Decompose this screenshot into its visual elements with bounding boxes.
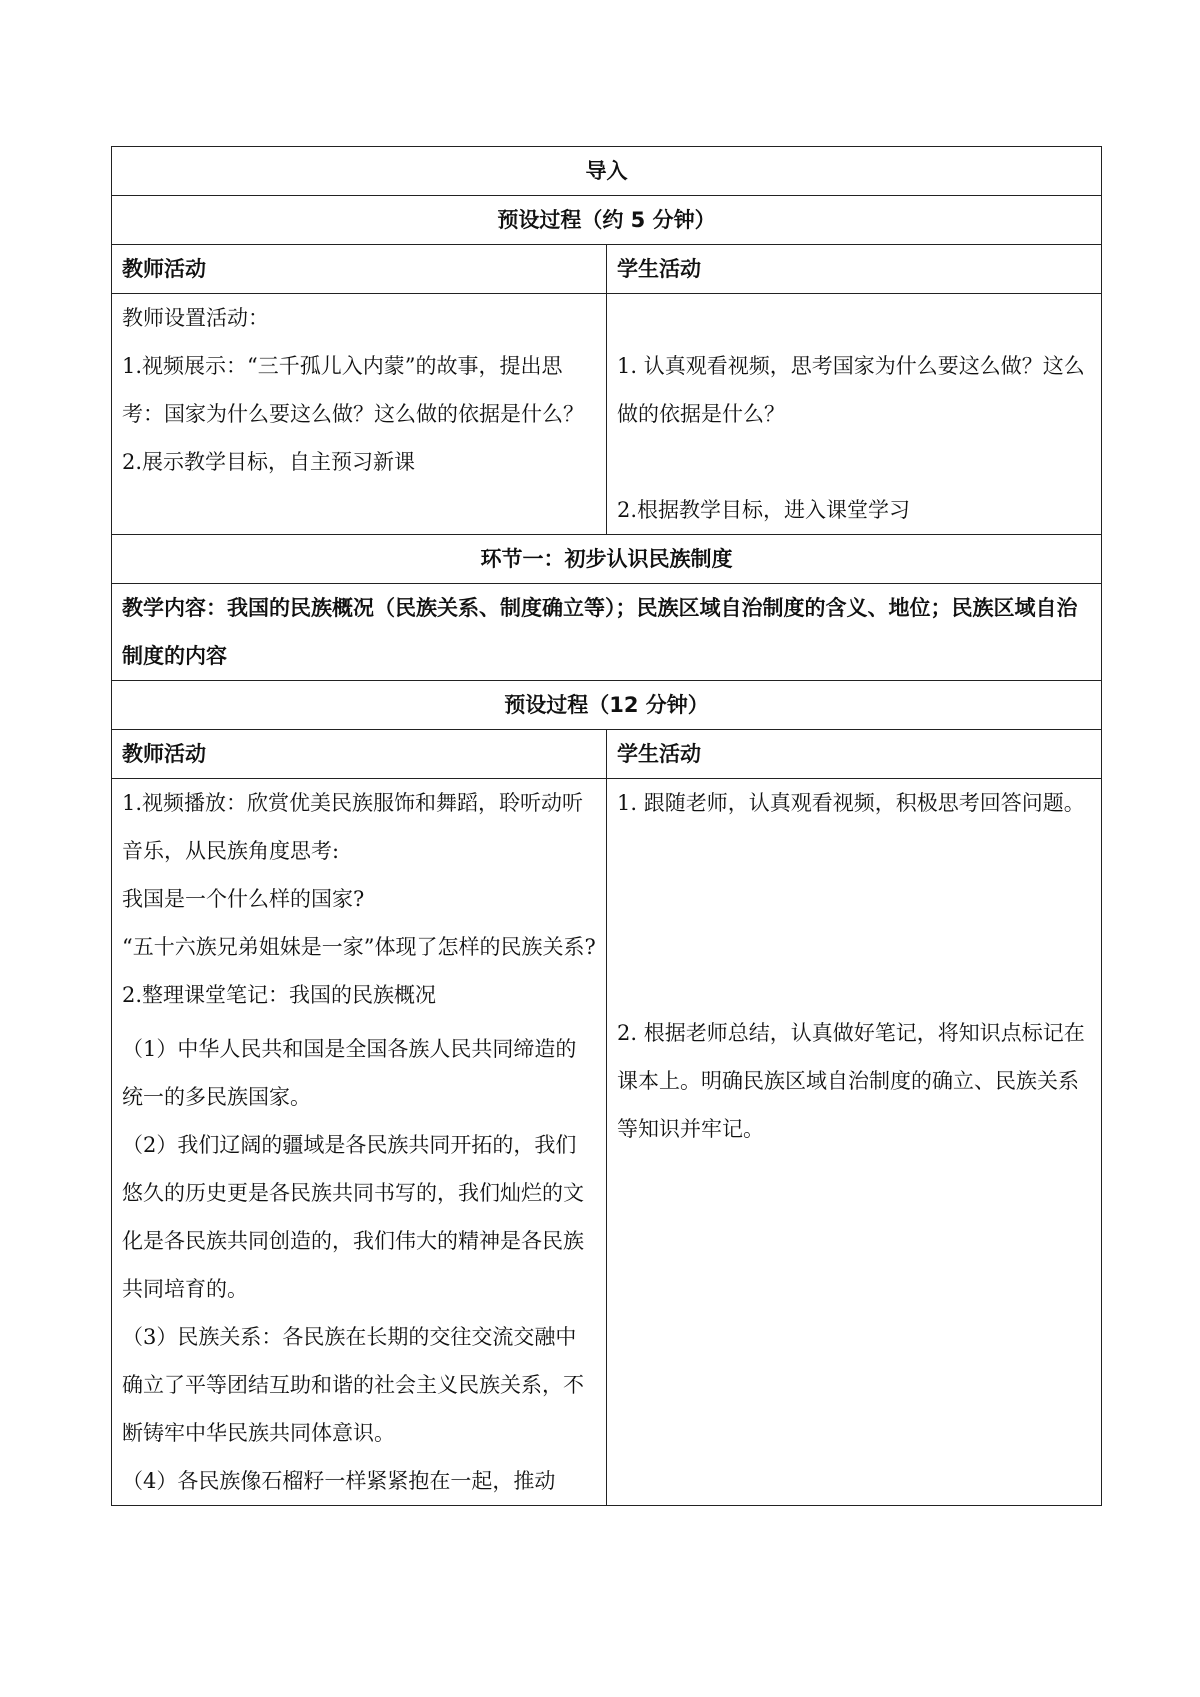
section1-student-line: 1. 跟随老师，认真观看视频，积极思考回答问题。 (617, 791, 1085, 815)
intro-student-line: 2.根据教学目标，进入课堂学习 (617, 498, 911, 522)
section1-content: 教学内容：我国的民族概况（民族关系、制度确立等）；民族区域自治制度的含义、地位；民族区域自治制度的内容 (112, 584, 1102, 681)
section1-teacher-header: 教师活动 (112, 730, 607, 779)
section1-student-header: 学生活动 (607, 730, 1102, 779)
section1-teacher-line: （2）我们辽阔的疆域是各民族共同开拓的，我们悠久的历史更是各民族共同书写的，我们灿烂的文化是各民族共同创造的，我们伟大的精神是各民族共同培育的。 (122, 1133, 584, 1301)
intro-student-line: 1. 认真观看视频，思考国家为什么要这么做？这么做的依据是什么？ (617, 354, 1085, 426)
intro-teacher-header: 教师活动 (112, 245, 607, 294)
intro-process-time: 预设过程（约 5 分钟） (112, 196, 1102, 245)
intro-student-header: 学生活动 (607, 245, 1102, 294)
section1-teacher-line: （4）各民族像石榴籽一样紧紧抱在一起，推动 (122, 1469, 556, 1493)
section1-teacher-line: （3）民族关系：各民族在长期的交往交流交融中确立了平等团结互助和谐的社会主义民族关系，不断铸牢中华民族共同体意识。 (122, 1325, 584, 1445)
section1-teacher-cell (112, 779, 607, 1506)
section1-student-cell (607, 779, 1102, 1506)
intro-title: 导入 (112, 147, 1102, 196)
section1-teacher-line: 我国是一个什么样的国家? (122, 887, 365, 911)
lesson-plan-table (111, 146, 1102, 1506)
intro-student-cell (607, 294, 1102, 535)
section1-student-line: 2. 根据老师总结，认真做好笔记，将知识点标记在课本上。明确民族区域自治制度的确立、民族关系等知识并牢记。 (617, 1021, 1085, 1141)
section1-teacher-line: 2.整理课堂笔记：我国的民族概况 (122, 983, 437, 1007)
section1-process-time: 预设过程（12 分钟） (112, 681, 1102, 730)
section1-teacher-line: “五十六族兄弟姐妹是一家”体现了怎样的民族关系? (122, 935, 596, 959)
intro-teacher-line: 教师设置活动： (122, 306, 269, 330)
section1-title: 环节一：初步认识民族制度 (112, 535, 1102, 584)
intro-teacher-line: 1.视频展示：“三千孤儿入内蒙”的故事，提出思考：国家为什么要这么做？这么做的依据是什么？ (122, 354, 584, 426)
intro-teacher-line: 2.展示教学目标，自主预习新课 (122, 450, 416, 474)
section1-teacher-line: 1.视频播放：欣赏优美民族服饰和舞蹈，聆听动听音乐，从民族角度思考: (122, 791, 584, 863)
section1-teacher-line: （1）中华人民共和国是全国各族人民共同缔造的统一的多民族国家。 (122, 1037, 577, 1109)
intro-teacher-cell (112, 294, 607, 535)
